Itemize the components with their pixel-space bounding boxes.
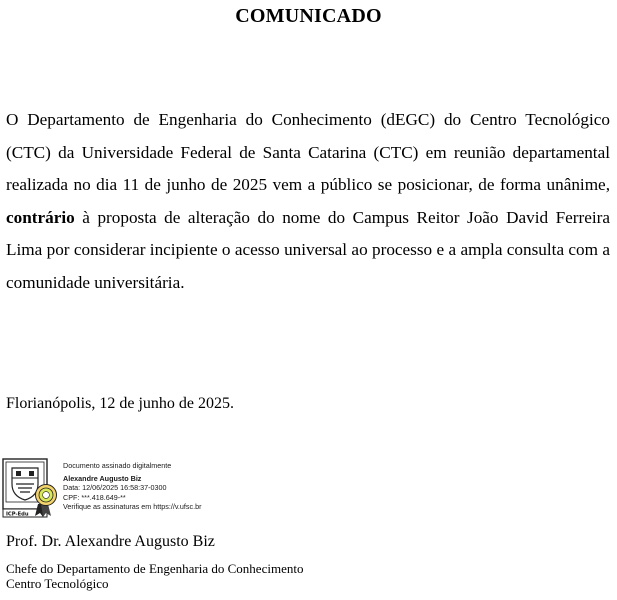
role-line-1: Chefe do Departamento de Engenharia do Conhecimento [6,561,304,576]
place-date: Florianópolis, 12 de junho de 2025. [6,395,234,412]
signature-date: Data: 12/06/2025 16:58:37-0300 [63,483,167,492]
signer-name: Prof. Dr. Alexandre Augusto Biz [6,533,215,550]
page-title: COMUNICADO [235,5,382,27]
icp-edu-seal-icon [2,458,60,518]
signature-heading: Documento assinado digitalmente [63,461,172,470]
digital-signature-block [2,458,302,520]
paragraph-text-start: O Departamento de Engenharia do Conhecimento (dEGC) do Centro Tecnológico (CTC) da Universidade Federal de Santa Catarina (CTC) em reunião departamental realizada no dia 11 de junho de 2025 vem a público se posicionar, de forma unânime, [6,110,610,195]
announcement-paragraph [6,104,610,300]
role-line-2: Centro Tecnológico [6,576,109,591]
signature-details [63,461,202,512]
signer-role [6,561,303,591]
paragraph-bold-word: contrário [6,207,75,227]
paragraph-text-end: à proposta de alteração do nome do Campus Reitor João David Ferreira Lima por considerar incipiente o acesso universal ao processo e a ampla consulta com a comunidade universitária. [6,207,610,292]
signature-signer: Alexandre Augusto Biz [63,473,142,483]
svg-text:ICP-Edu: ICP-Edu [6,511,29,518]
signature-verify-link[interactable]: Verifique as assinaturas em https://v.ufsc.br [63,502,202,511]
signature-cpf: CPF: ***.418.649-** [63,492,126,502]
